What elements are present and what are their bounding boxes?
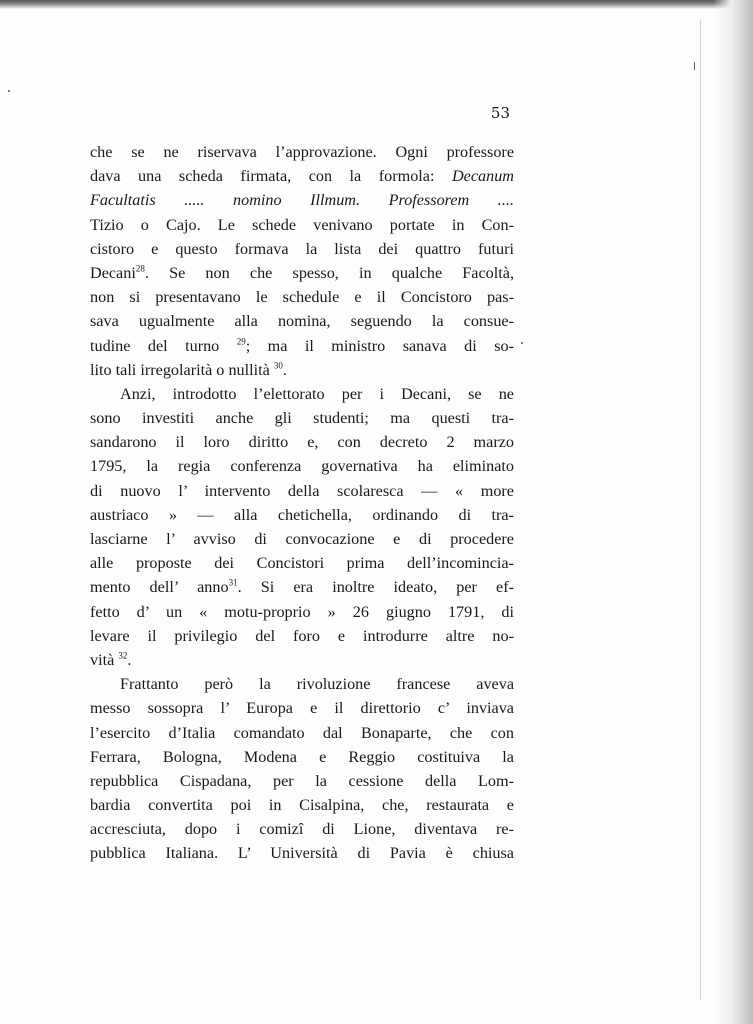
text-line	[90, 575, 514, 599]
footnote-ref: 29	[236, 336, 246, 347]
body-text	[90, 140, 514, 866]
text-segment: alle proposte dei Concistori prima dell’incomincia-	[90, 554, 514, 573]
text-segment: Tizio o Cajo. Le schede venivano portate in Con-	[90, 215, 514, 234]
text-line	[90, 503, 514, 527]
text-segment: vità	[90, 650, 119, 669]
text-segment: .	[127, 650, 132, 669]
footnote-ref: 31	[228, 577, 238, 588]
text-segment: levare il privilegio del foro e introdurre altre no-	[90, 626, 514, 645]
text-segment: non si presentavano le schedule e il Concistoro pas-	[90, 288, 514, 307]
text-segment: sava ugualmente alla nomina, seguendo la consue-	[90, 312, 514, 331]
text-line	[90, 237, 514, 261]
text-segment: dava una scheda firmata, con la formola:	[90, 167, 452, 186]
text-line	[90, 213, 514, 237]
text-line	[90, 285, 514, 309]
text-segment: lito tali irregolarità o nullità	[90, 360, 274, 379]
page-number: 53	[490, 104, 510, 122]
text-segment: Ferrara, Bologna, Modena e Reggio costituiva la	[90, 747, 514, 766]
text-segment: Facultatis ..... nomino Illmum. Professorem ....	[90, 191, 514, 210]
text-segment: bardia convertita poi in Cisalpina, che, restaurata e	[90, 796, 514, 815]
text-line	[90, 309, 514, 333]
text-line	[90, 793, 514, 817]
paper-speck	[8, 90, 10, 92]
text-segment: Anzi, introdotto l’elettorato per i Decani, se ne	[120, 384, 514, 403]
footnote-ref: 32	[118, 650, 128, 661]
text-line	[90, 527, 514, 551]
text-segment: cistoro e questo formava la lista dei quattro futuri	[90, 239, 514, 258]
text-segment: ; ma il ministro sanava di so-	[245, 336, 514, 355]
text-line	[90, 672, 514, 696]
footnote-ref: 30	[273, 360, 283, 371]
text-line	[90, 261, 514, 285]
text-line	[90, 841, 514, 865]
text-line	[90, 382, 514, 406]
text-line	[90, 334, 514, 358]
text-line	[90, 551, 514, 575]
text-line	[90, 769, 514, 793]
text-segment: Frattanto però la rivoluzione francese aveva	[120, 675, 514, 694]
text-segment: austriaco » — alla chetichella, ordinando di tra-	[90, 505, 514, 524]
text-segment: Decani	[90, 263, 136, 282]
paper-speck	[694, 62, 695, 70]
text-segment: Decanum	[451, 167, 514, 186]
text-segment: sono investiti anche gli studenti; ma questi tra-	[90, 409, 514, 428]
text-segment: . Se non che spesso, in qualche Facoltà,	[144, 263, 514, 282]
footnote-ref: 28	[135, 263, 145, 274]
text-line	[90, 188, 514, 212]
paper-speck	[521, 342, 523, 344]
text-line	[90, 648, 514, 672]
text-line	[90, 817, 514, 841]
text-segment: lasciarne l’ avviso di convocazione e di procedere	[90, 530, 514, 548]
text-segment: 1795, la regia conferenza governativa ha eliminato	[90, 457, 514, 476]
text-segment: accresciuta, dopo i comizî di Lione, diventava re-	[90, 820, 514, 839]
text-line	[90, 358, 514, 382]
page-top-edge-shadow	[0, 0, 753, 9]
text-line	[90, 140, 514, 164]
text-segment: repubblica Cispadana, per la cessione della Lom-	[90, 771, 514, 790]
text-segment: .	[282, 360, 287, 379]
text-segment: sandarono il loro diritto e, con decreto 2 marzo	[90, 433, 514, 452]
text-line	[90, 624, 514, 648]
text-segment: . Si era inoltre ideato, per ef-	[237, 578, 514, 597]
text-line	[90, 430, 514, 454]
text-segment: tudine del turno	[90, 336, 237, 355]
text-line	[90, 479, 514, 503]
page-binding-line	[700, 20, 701, 1000]
text-segment: pubblica Italiana. L’ Università di Pavia è chiusa	[90, 844, 514, 863]
text-line	[90, 406, 514, 430]
text-line	[90, 600, 514, 624]
text-segment: di nuovo l’ intervento della scolaresca — « more	[90, 481, 514, 500]
text-segment: messo sossopra l’ Europa e il direttorio c’ inviava	[90, 699, 514, 718]
text-line	[90, 164, 514, 188]
text-line	[90, 454, 514, 478]
text-segment: che se ne riservava l’approvazione. Ogni professore	[90, 143, 514, 161]
text-line	[90, 721, 514, 745]
text-line	[90, 745, 514, 769]
text-segment: mento dell’ anno	[90, 578, 229, 597]
text-segment: fetto d’ un « motu-proprio » 26 giugno 1791, di	[90, 602, 514, 621]
text-line	[90, 696, 514, 720]
text-segment: l’esercito d’Italia comandato dal Bonaparte, che con	[90, 723, 514, 742]
page-right-edge-shadow	[713, 0, 753, 1024]
